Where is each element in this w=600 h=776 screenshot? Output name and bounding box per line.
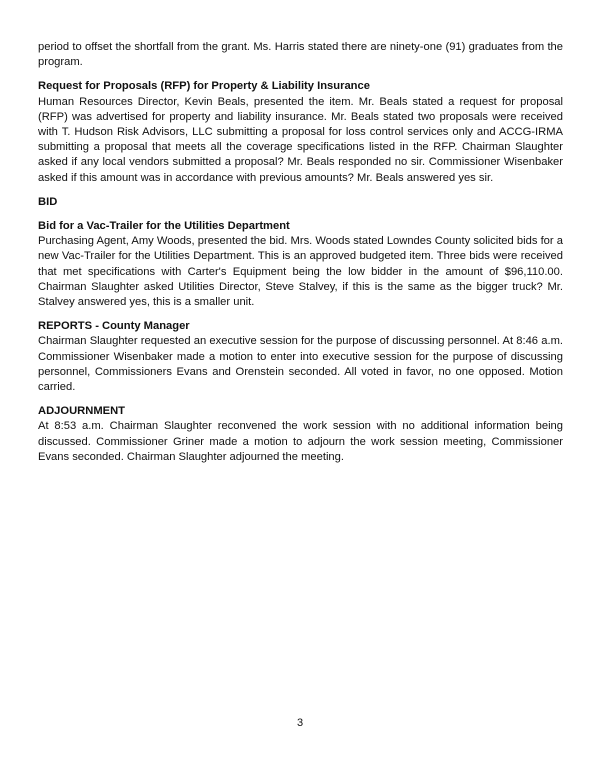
section-body: Human Resources Director, Kevin Beals, presented the item. Mr. Beals stated a request for proposal (RFP) was advertised for property and liability insurance. Mr. Beals stated two proposals were received with T. Hudson Risk Advisors, LLC submitting a proposal for loss control services only and ACCG-IRMA submitting a proposal that meets all the coverage specifications listed in the RFP. Chairman Slaughter asked if any local vendors submitted a proposal? Mr. Beals responded no sir. Commissioner Wisenbaker asked if this amount was in accordance with previous amounts? Mr. Beals answered yes sir. bbox=[38, 95, 563, 184]
document-body bbox=[38, 40, 563, 465]
section-body: Purchasing Agent, Amy Woods, presented the bid. Mrs. Woods stated Lowndes County solicited bids for a new Vac-Trailer for the Utilities Department. This is an approved budgeted item. Three bids were received that met specifications with Carter's Equipment being the low bidder in the amount of $96,110.00. Chairman Slaughter asked Utilities Director, Steve Stalvey, if this is the same as the bigger truck? Mr. Stalvey answered yes, this is a smaller unit. bbox=[38, 235, 563, 309]
section-heading: Bid for a Vac-Trailer for the Utilities Department bbox=[38, 220, 290, 233]
section-heading: ADJOURNMENT bbox=[38, 405, 126, 418]
section-body: At 8:53 a.m. Chairman Slaughter reconvened the work session with no additional information being discussed. Commissioner Griner made a motion to adjourn the work session meeting, Commissioner Evans seconded. Chairman Slaughter adjourned the meeting. bbox=[38, 420, 563, 463]
section-bid bbox=[38, 195, 563, 210]
section-rfp-insurance bbox=[38, 79, 563, 185]
section-heading: BID bbox=[38, 195, 58, 208]
section-heading: Request for Proposals (RFP) for Property & Liability Insurance bbox=[38, 80, 370, 93]
page-number: 3 bbox=[296, 717, 304, 729]
section-heading: REPORTS - County Manager bbox=[38, 320, 190, 333]
section-reports-county-manager bbox=[38, 319, 563, 395]
section-vac-trailer-bid bbox=[38, 219, 563, 310]
section-adjournment bbox=[38, 404, 563, 465]
intro-paragraph: period to offset the shortfall from the grant. Ms. Harris stated there are ninety-one (91) graduates from the program. bbox=[38, 41, 563, 69]
section-body: Chairman Slaughter requested an executive session for the purpose of discussing personnel. At 8:46 a.m. Commissioner Wisenbaker made a motion to enter into executive session for the purpose of discussing personnel, Commissioners Evans and Orenstein seconded. All voted in favor, no one opposed. Motion carried. bbox=[38, 335, 563, 394]
